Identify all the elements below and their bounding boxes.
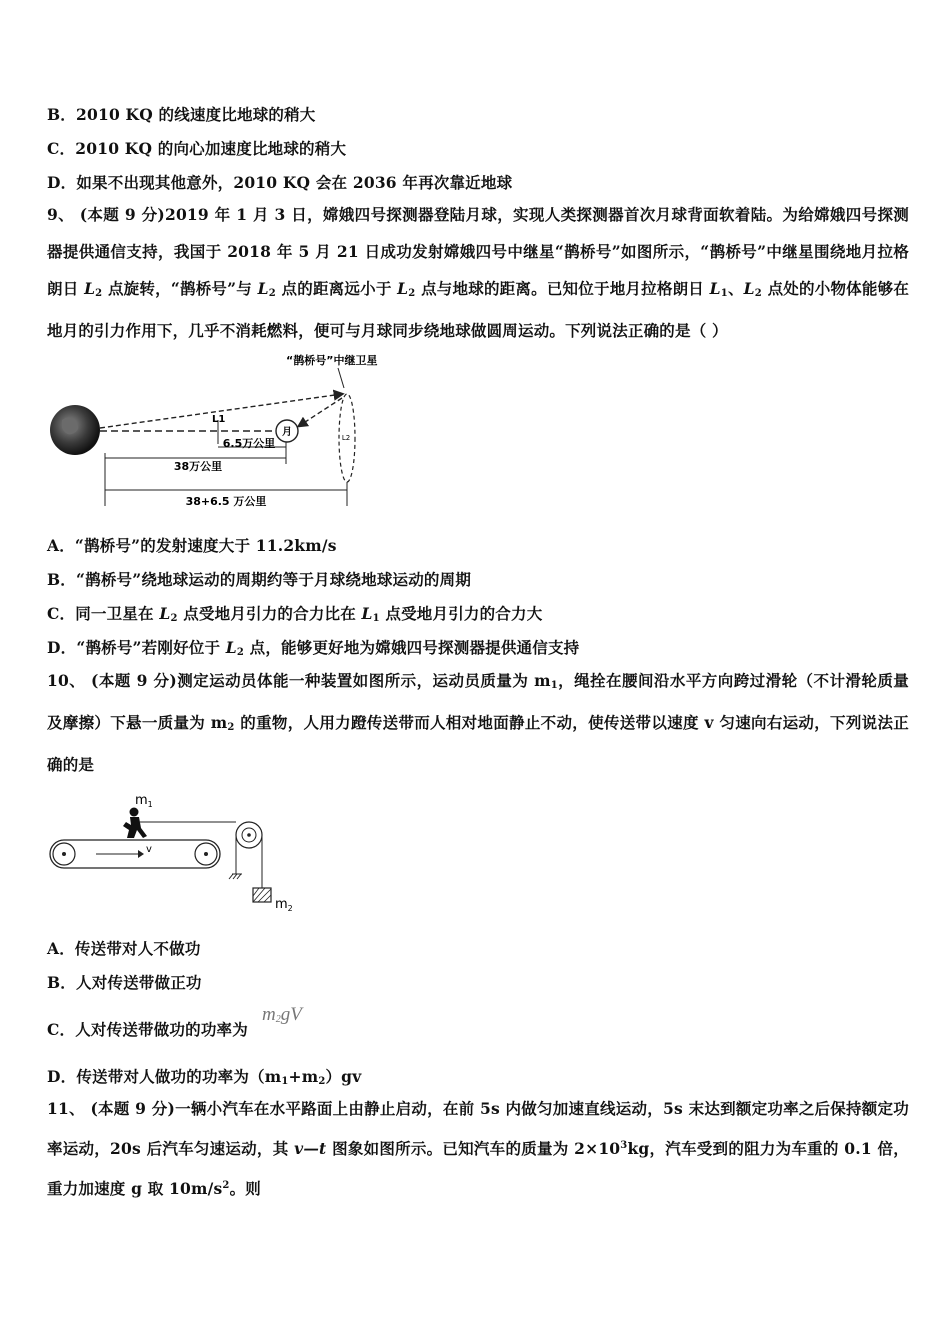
q10-option-b: B．人对传送带做正功	[47, 973, 202, 992]
weight-block	[253, 888, 271, 902]
moon-label: 月	[282, 427, 292, 438]
q10-number: 10、	[47, 671, 86, 690]
l2-label: L2	[341, 434, 351, 442]
q8-option-c: C．2010 KQ 的向心加速度比地球的稍大	[47, 139, 347, 158]
q10-option-c: C．人对传送带做功的功率为	[47, 1020, 248, 1039]
q11-score: (本题 9 分)	[90, 1099, 176, 1118]
q10-option-a: A．传送带对人不做功	[47, 939, 201, 958]
q8-option-d: D．如果不出现其他意外，2010 KQ 会在 2036 年再次靠近地球	[47, 173, 513, 192]
satellite-to-moon-link	[299, 398, 342, 426]
distance-label-total: 38+6.5 万公里	[185, 495, 267, 508]
q10-stem: 10、 (本题 9 分)测定运动员体能一种装置如图所示，运动员质量为 $m_1$，绳拴在腰间沿水平方向跨过滑轮（不计滑轮质量及摩擦）下悬一质量为 $m_2$ 的重物，人用力蹬传送带而人相对地面静止不动，使传送带以速度 v 匀速向右运动，下列说法正确的是	[47, 671, 909, 774]
q11-stem: 11、 (本题 9 分)一辆小汽车在水平路面上由静止启动，在前 5s 内做匀加速直线运动，5s 末达到额定功率之后保持额定功率运动，20s 后汽车匀速运动，其 v—t 图象如图所示。已知汽车的质量为 $2\times 10^3kg$，汽车受到的阻力为车重的 0.1 倍，重力加速度 g 取 $10m/s^2$。则	[47, 1099, 910, 1198]
athlete-icon	[123, 808, 147, 839]
q10-option-c-formula: $m_2gV$	[262, 1004, 302, 1025]
q9-earth-moon-diagram	[48, 348, 378, 520]
q9-score: (本题 9 分)	[79, 205, 165, 224]
q9-number: 9、	[47, 205, 74, 224]
q9-stem: 9、 (本题 9 分)2019 年 1 月 3 日，嫦娥四号探测器登陆月球，实现人类探测器首次月球背面软着陆。为给嫦娥四号探测器提供通信支持，我国于 2018 年 5 月 21 日成功发射嫦娥四号中继星“鹊桥号”如图所示，“鹊桥号”中继星围绕地月拉格朗日 $L_2$ 点旋转，“鹊桥号”与 $L_2$ 点的距离远小于 $L_2$ 点与地球的距离。已知位于地月拉格朗日 $L_1$、$L_2$ 点处的小物体能够在地月的引力作用下，几乎不消耗燃料，便可与月球同步绕地球做圆周运动。下列说法正确的是（ ）	[47, 205, 910, 340]
q9-option-c: C．同一卫星在 $L_2$ 点受地月引力的合力比在 $L_1$ 点受地月引力的合力大	[47, 604, 543, 624]
q9-option-a: A．“鹊桥号”的发射速度大于 11.2km/s	[47, 536, 337, 555]
satellite-label: “鹊桥号”中继卫星	[286, 354, 378, 367]
q8-option-b: B．2010 KQ 的线速度比地球的稍大	[47, 105, 316, 124]
velocity-arrow	[138, 850, 144, 858]
q9-option-d: D．“鹊桥号”若刚好位于 $L_2$ 点，能够更好地为嫦娥四号探测器提供通信支持	[47, 638, 580, 658]
distance-label-38: 38万公里	[173, 460, 223, 473]
q10-option-d: D．传送带对人做功的功率为$(m_1+m_2)gv$	[47, 1067, 362, 1087]
m2-label: $m_2$	[275, 897, 293, 913]
velocity-label: v	[146, 844, 152, 855]
satellite-pointer	[338, 368, 344, 388]
q9-option-b: B．“鹊桥号”绕地球运动的周期约等于月球绕地球运动的周期	[47, 570, 472, 589]
q11-number: 11、	[47, 1099, 85, 1118]
m1-label: $m_1$	[135, 793, 153, 809]
q10-score: (本题 9 分)	[91, 671, 177, 690]
distance-label-6-5: 6.5万公里	[222, 437, 276, 450]
q10-treadmill-diagram	[46, 788, 302, 916]
l1-label: L1	[212, 414, 226, 425]
